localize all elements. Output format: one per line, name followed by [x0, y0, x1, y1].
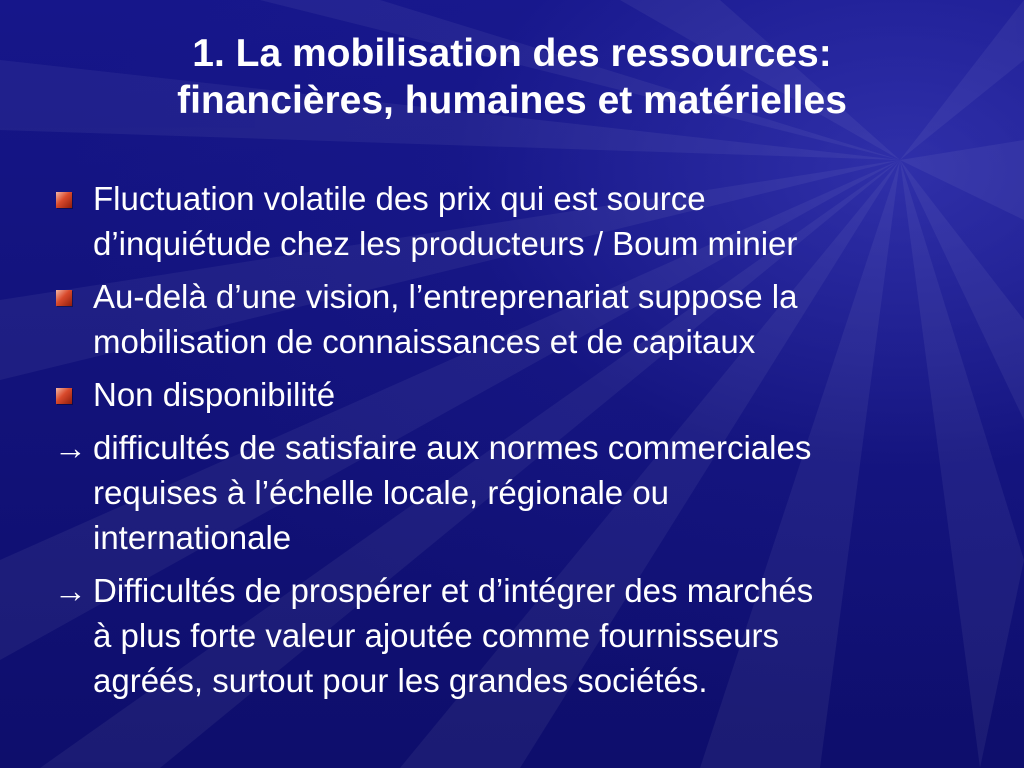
square-bullet-icon [56, 192, 72, 208]
list-item [0, 176, 1024, 266]
title-line-1: 1. La mobilisation des ressources: [192, 32, 832, 75]
item-text-line: difficultés de satisfaire aux normes commerciales [93, 429, 812, 466]
slide-title [60, 30, 964, 124]
list-item [0, 372, 1024, 417]
item-text-line: agréés, surtout pour les grandes sociétés. [93, 662, 708, 699]
title-line-2: financières, humaines et matérielles [177, 79, 847, 122]
item-text-line: requises à l’échelle locale, régionale ou [93, 474, 670, 511]
item-text-line: mobilisation de connaissances et de capitaux [93, 323, 756, 360]
item-text-line: Non disponibilité [93, 376, 336, 413]
item-text-line: à plus forte valeur ajoutée comme fournisseurs [93, 617, 780, 654]
list-item [0, 425, 1024, 560]
item-text-line: Difficultés de prospérer et d’intégrer des marchés [93, 572, 814, 609]
item-text-line: internationale [93, 519, 292, 556]
item-text-line: Fluctuation volatile des prix qui est source [93, 180, 706, 217]
item-text-line: d’inquiétude chez les producteurs / Boum minier [93, 225, 798, 262]
bullet-list [0, 176, 1024, 711]
right-arrow-icon: → [54, 572, 87, 609]
square-bullet-icon [56, 388, 72, 404]
list-item [0, 568, 1024, 703]
square-bullet-icon [56, 290, 72, 306]
item-text-line: Au-delà d’une vision, l’entreprenariat suppose la [93, 278, 798, 315]
list-item [0, 274, 1024, 364]
right-arrow-icon: → [54, 429, 87, 466]
